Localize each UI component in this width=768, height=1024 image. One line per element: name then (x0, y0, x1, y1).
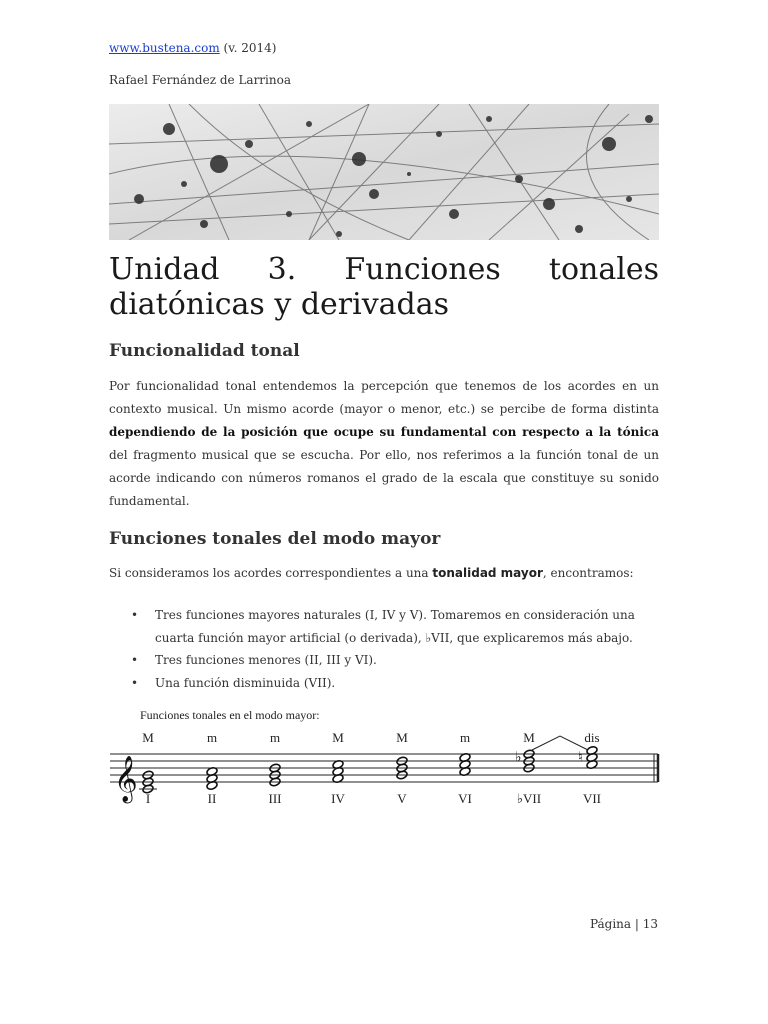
chord-quality-labels (142, 730, 599, 745)
chord-degree-label: VI (458, 791, 472, 806)
chord-quality-label: dis (584, 730, 600, 745)
tie-arc (532, 736, 588, 750)
chord-8 (586, 746, 598, 770)
chords (139, 746, 598, 794)
chord-quality-label: M (523, 730, 535, 745)
paragraph-bold-text: dependiendo de la posición que ocupe su fundamental con respecto a la tónica (109, 425, 659, 439)
chord-degree-label: IV (331, 791, 345, 806)
chord-degree-label: V (397, 791, 407, 806)
author-name: Rafael Fernández de Larrinoa (109, 73, 291, 87)
section-heading-funcionalidad: Funcionalidad tonal (109, 341, 300, 361)
page-title: Unidad 3. Funciones tonales diatónicas y derivadas (109, 252, 659, 322)
intro-sentence (109, 566, 669, 580)
chord-2 (206, 767, 218, 791)
banner-image (109, 104, 659, 240)
chord-degree-label: ♭VII (516, 791, 542, 806)
chord-degree-label: II (207, 791, 217, 806)
chord-degree-label: VII (582, 791, 602, 806)
chord-quality-label: M (142, 730, 154, 745)
bullet-item-menores: • Tres funciones menores (II, III y VI). (109, 649, 669, 672)
section-heading-modo-mayor: Funciones tonales del modo mayor (109, 529, 441, 549)
svg-text:𝄞: 𝄞 (114, 756, 138, 802)
header-site-line (109, 41, 276, 55)
paragraph-text-start: Por funcionalidad tonal entendemos la percepción que tenemos de los acordes en un contexto musical. Un mismo acorde (mayor o menor, etc.) se percibe de forma distinta (109, 379, 659, 416)
intro-bold-text: tonalidad mayor (432, 566, 543, 580)
chord-quality-label: m (269, 730, 281, 745)
score-caption: Funciones tonales en el modo mayor: (140, 708, 320, 722)
chord-degree-label: I (145, 791, 151, 806)
intro-text-start: Si consideramos los acordes correspondientes a una (109, 566, 433, 580)
flat-sign: ♭ (515, 749, 522, 766)
chord-degree-labels (146, 791, 601, 806)
intro-text-end: , encontramos: (542, 566, 634, 580)
treble-clef-icon (114, 756, 138, 804)
version-label: (v. 2014) (223, 41, 277, 55)
chord-quality-label: m (459, 730, 471, 745)
bullet-item-disminuida: • Una función disminuida (VII). (109, 672, 669, 695)
music-score (108, 706, 668, 812)
paragraph-text-end: del fragmento musical que se escucha. Por ello, nos referimos a la función tonal de un acorde indicando con números romanos el grado de la escala que constituye su sonido fundamental. (109, 448, 659, 508)
chord-quality-label: M (332, 730, 344, 745)
natural-sign: ♮ (578, 749, 584, 766)
site-link[interactable]: www.bustena.com (109, 41, 220, 55)
chord-4 (332, 760, 344, 784)
chord-quality-label: m (206, 730, 218, 745)
bullet-item-mayores: • Tres funciones mayores naturales (I, IV y V). Tomaremos en consideración una cuarta función mayor artificial (o derivada), ♭VII, que explicaremos más abajo. (109, 604, 669, 649)
chord-6 (459, 753, 471, 777)
abstract-ink-image (109, 104, 659, 240)
bullet-list (109, 604, 669, 694)
chord-quality-label: M (396, 730, 408, 745)
page-footer: Página | 13 (589, 917, 658, 931)
body-paragraph (109, 375, 659, 513)
chord-degree-label: III (268, 791, 282, 806)
staff-lines (110, 754, 658, 782)
